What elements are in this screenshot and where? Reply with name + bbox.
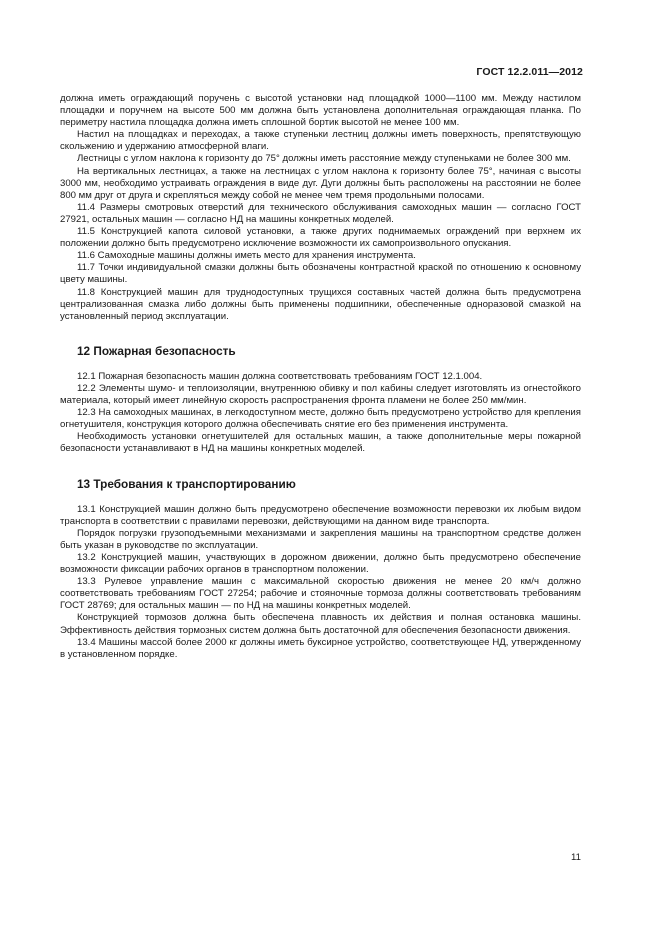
document-body — [60, 93, 581, 661]
paragraph-group-top — [60, 93, 581, 323]
paragraph: 13.4 Машины массой более 2000 кг должны иметь буксирное устройство, соответствующее НД, утвержденному в установленном порядке. — [60, 636, 581, 660]
paragraph: 13.2 Конструкцией машин, участвующих в дорожном движении, должно быть предусмотрено обеспечение возможности фиксации рабочих органов в транспортном положении. — [60, 552, 581, 576]
paragraph: 13.3 Рулевое управление машин с максимальной скоростью движения не менее 20 км/ч должно соответствовать требованиям ГОСТ 27254; рабочие и стояночные тормоза должны соответствовать требованиям ГОСТ 28769; для остальных машин — по НД на машины конкретных моделей. — [60, 576, 581, 612]
page-number: 11 — [571, 852, 581, 863]
paragraph: 11.7 Точки индивидуальной смазки должны быть обозначены контрастной краской по отношению к основному цвету машины. — [60, 262, 581, 286]
paragraph: 13.1 Конструкцией машин должно быть предусмотрено обеспечение возможности перевозки их любым видом транспорта в соответствии с правилами перевозки, действующими на данном виде транспорта. — [60, 503, 581, 527]
paragraph: 12.3 На самоходных машинах, в легкодоступном месте, должно быть предусмотрено устройство для крепления огнетушителя, конструкция которого должна обеспечивать снятие его без применения инструмента. — [60, 407, 581, 431]
paragraph: должна иметь ограждающий поручень с высотой установки над площадкой 1000—1100 мм. Между настилом площадки и поручнем на высоте 500 мм должна быть установлена дополнительная ограждающая планка. По периметру настила площадка должна иметь сплошной бортик высотой не менее 100 мм. — [60, 93, 581, 129]
section-12-body — [60, 371, 581, 456]
paragraph: Порядок погрузки грузоподъемными механизмами и закрепления машины на транспортном средстве должен быть указан в руководстве по эксплуатации. — [60, 527, 581, 551]
paragraph: 11.6 Самоходные машины должны иметь место для хранения инструмента. — [77, 250, 416, 262]
paragraph: Необходимость установки огнетушителей для остальных машин, а также дополнительные меры пожарной безопасности устанавливают в НД на машины конкретных моделей. — [60, 431, 581, 455]
paragraph: На вертикальных лестницах, а также на лестницах с углом наклона к горизонту более 75°, начиная с высоты 3000 мм, необходимо устраивать ограждения в виде дуг. Дуги должны быть расположены на расстоянии не более 800 мм друг от друга и скрепляться между собой не менее чем тремя продольными полосами. — [60, 165, 581, 201]
section-13-title: 13 Требования к транспортированию — [77, 476, 296, 491]
paragraph: Настил на площадках и переходах, а также ступеньки лестниц должны иметь поверхность, препятствующую скольжению и удержанию атмосферной влаги. — [60, 129, 581, 153]
paragraph: 12.2 Элементы шумо- и теплоизоляции, внутреннюю обивку и пол кабины следует изготовлять из огнестойкого материала, который имеет линейную скорость распространения фронта пламени не более 250 мм/мин. — [60, 382, 581, 407]
paragraph: Конструкцией тормозов должна быть обеспечена плавность их действия и полная остановка машины. Эффективность действия тормозных систем должна быть достаточной для обеспечения безопасности движения. — [60, 612, 581, 636]
paragraph: 11.5 Конструкцией капота силовой установки, а также других поднимаемых ограждений при верхнем их положении должно быть предусмотрено исключение возможности их самопроизвольного опускания. — [60, 226, 581, 250]
section-13-body — [60, 504, 581, 661]
paragraph: 11.8 Конструкцией машин для труднодоступных трущихся составных частей должна быть предусмотрена централизованная смазка либо должны быть применены подшипники, обеспеченные одноразовой смазкой на установленный период эксплуатации. — [60, 286, 581, 322]
section-12-title: 12 Пожарная безопасность — [77, 343, 236, 358]
document-id-header: ГОСТ 12.2.011—2012 — [476, 66, 583, 78]
paragraph: Лестницы с углом наклона к горизонту до 75° должны иметь расстояние между ступеньками не более 300 мм. — [77, 153, 571, 165]
paragraph: 12.1 Пожарная безопасность машин должна соответствовать требованиям ГОСТ 12.1.004. — [77, 370, 483, 382]
paragraph: 11.4 Размеры смотровых отверстий для технического обслуживания самоходных машин — согласно ГОСТ 27921, остальных машин — согласно НД на машины конкретных моделей. — [60, 201, 581, 225]
